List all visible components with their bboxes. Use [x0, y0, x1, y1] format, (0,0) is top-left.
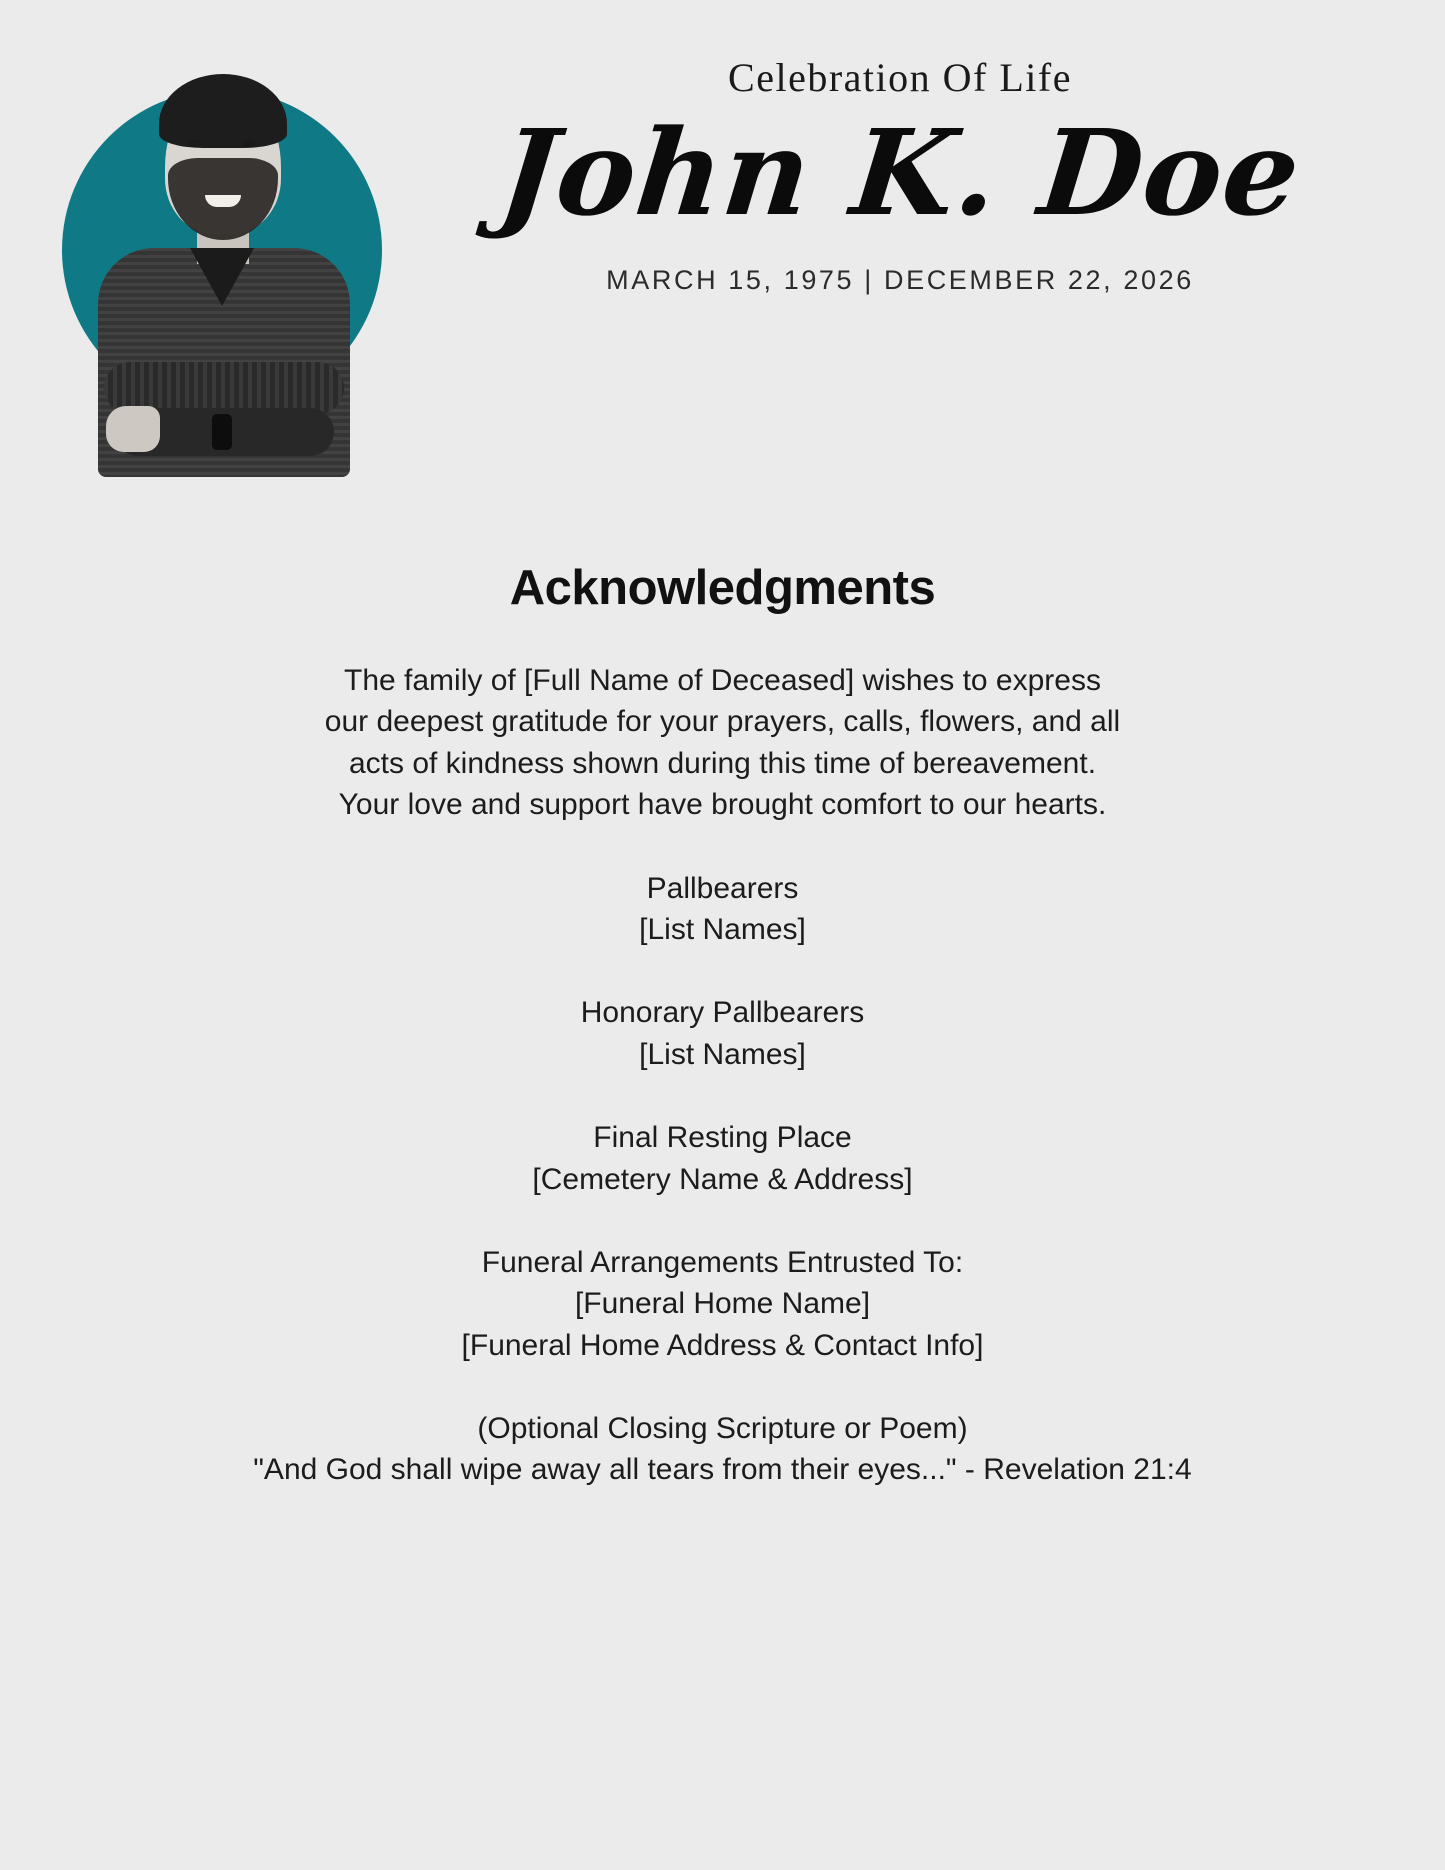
portrait-eye-right [242, 140, 255, 147]
section-line: [List Names] [639, 1037, 806, 1071]
acknowledgment-paragraph: The family of [Full Name of Deceased] wishes to express our deepest gratitude for your prayers, calls, flowers, and all acts of kindness shown during this time of bereavement. Your love and support have brought comfort to our hearts. [324, 664, 1121, 822]
page-title: Acknowledgments [509, 561, 936, 615]
header-text [420, 54, 1380, 296]
deceased-name: John K. Doe [493, 103, 1307, 242]
section-funeral-arrangements [0, 1242, 1445, 1366]
section-line: [Funeral Home Name] [574, 1287, 871, 1321]
portrait [62, 62, 382, 477]
section-final-resting-place [0, 1117, 1445, 1200]
section-line: [Cemetery Name & Address] [532, 1162, 913, 1196]
section-heading: Honorary Pallbearers [580, 996, 865, 1030]
portrait-photo [62, 62, 382, 477]
header [0, 0, 1445, 560]
section-heading: (Optional Closing Scripture or Poem) [477, 1412, 968, 1446]
section-honorary-pallbearers [0, 992, 1445, 1075]
portrait-hair [159, 74, 287, 148]
portrait-watch [212, 414, 232, 450]
section-line: "And God shall wipe away all tears from their eyes..." - Revelation 21:4 [253, 1453, 1192, 1487]
section-pallbearers [0, 868, 1445, 951]
portrait-hand [106, 406, 160, 452]
section-heading: Pallbearers [646, 871, 799, 905]
life-dates: MARCH 15, 1975 | DECEMBER 22, 2026 [606, 265, 1194, 296]
section-line: [Funeral Home Address & Contact Info] [461, 1328, 984, 1362]
section-line: [List Names] [639, 912, 806, 946]
main-content [0, 560, 1445, 1491]
celebration-eyebrow: Celebration Of Life [728, 55, 1072, 100]
section-closing-scripture [0, 1408, 1445, 1491]
portrait-eye-left [188, 140, 201, 147]
section-heading: Final Resting Place [593, 1121, 852, 1155]
section-heading: Funeral Arrangements Entrusted To: [481, 1245, 964, 1279]
